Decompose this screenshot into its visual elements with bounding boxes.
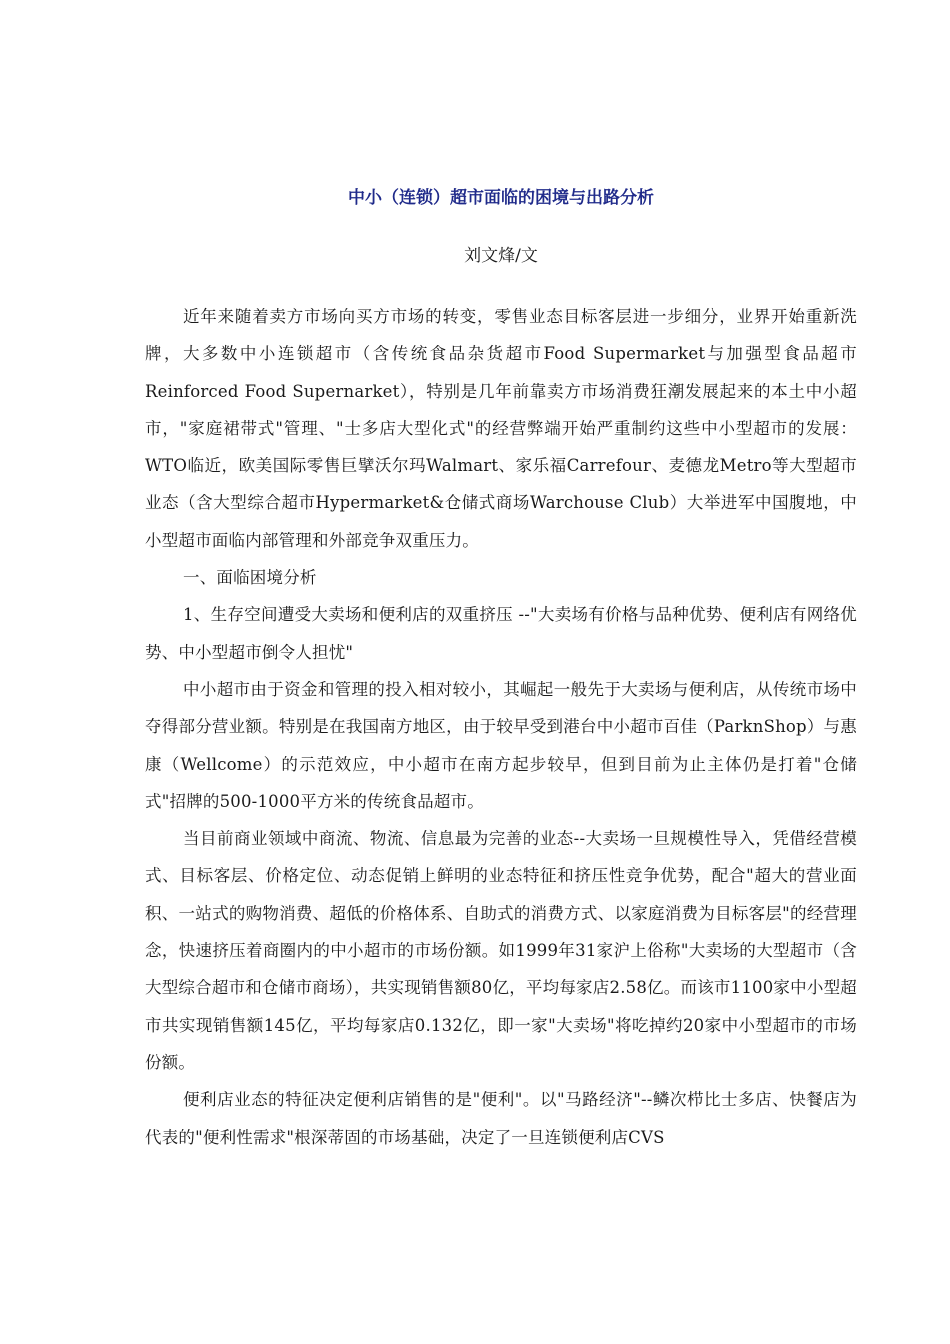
paragraph-intro: 近年来随着卖方市场向买方市场的转变，零售业态目标客层进一步细分，业界开始重新洗牌，大多数中小连锁超市（含传统食品杂货超市Food Supermarket与加强型食品超市Reinforced Food Supernarket），特别是几年前靠卖方市场消费狂潮发展起来的本土中小超市，"家庭裙带式"管理、"士多店大型化式"的经营弊端开始严重制约这些中小型超市的发展：WTO临近，欧美国际零售巨擘沃尔玛Walmart、家乐福Carrefour、麦德龙Metro等大型超市业态（含大型综合超市Hypermarket&仓储式商场Warchouse Club）大举进军中国腹地，中小型超市面临内部管理和外部竞争双重压力。 [145,307,857,550]
author-byline: 刘文烽/文 [464,246,538,266]
paragraph: 便利店业态的特征决定便利店销售的是"便利"。以"马路经济"--鳞次栉比士多店、快餐店为代表的"便利性需求"根深蒂固的市场基础，决定了一旦连锁便利店CVS [145,1090,857,1147]
section-heading: 一、面临困境分析 [183,568,317,588]
paragraph: 中小超市由于资金和管理的投入相对较小，其崛起一般先于大卖场与便利店，从传统市场中夺得部分营业额。特别是在我国南方地区，由于较早受到港台中小超市百佳（ParknShop）与惠康（Wellcome）的示范效应，中小超市在南方起步较早，但到目前为止主体仍是打着"仓储式"招牌的500-1000平方米的传统食品超市。 [145,679,857,811]
document-body [145,298,857,1156]
subsection-heading: 1、生存空间遭受大卖场和便利店的双重挤压 --"大卖场有价格与品种优势、便利店有网络优势、中小型超市倒令人担忧" [145,605,857,662]
document-title: 中小（连锁）超市面临的困境与出路分析 [348,188,654,208]
paragraph: 当目前商业领域中商流、物流、信息最为完善的业态--大卖场一旦规模性导入，凭借经营模式、目标客层、价格定位、动态促销上鲜明的业态特征和挤压性竞争优势，配合"超大的营业面积、一站式的购物消费、超低的价格体系、自助式的消费方式、以家庭消费为目标客层"的经营理念，快速挤压着商圈内的中小超市的市场份额。如1999年31家沪上俗称"大卖场的大型超市（含大型综合超市和仓储市商场），共实现销售额80亿，平均每家店2.58亿。而该市1100家中小型超市共实现销售额145亿，平均每家店0.132亿，即一家"大卖场"将吃掉约20家中小型超市的市场份额。 [145,829,857,1072]
